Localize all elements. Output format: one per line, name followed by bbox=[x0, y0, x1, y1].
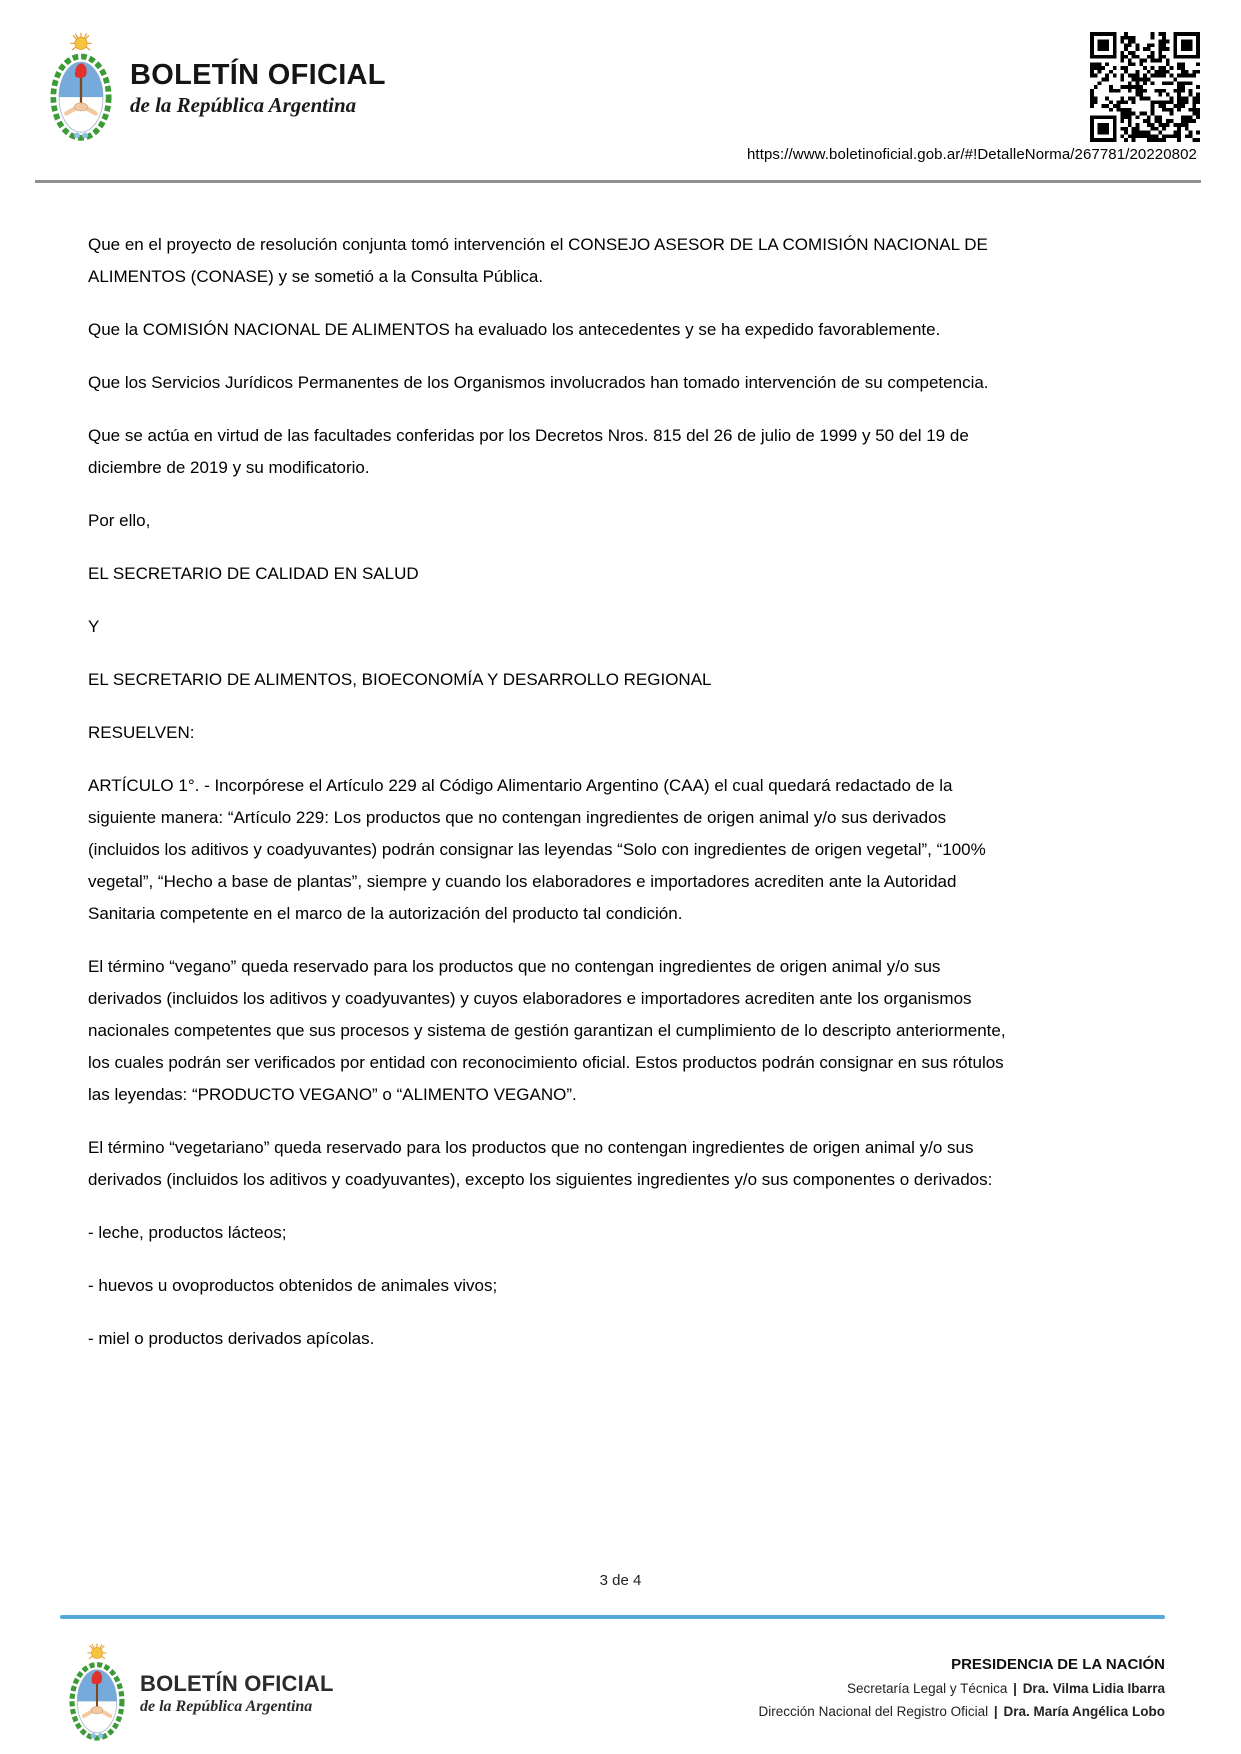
qr-code-icon bbox=[1090, 32, 1200, 142]
header-separator bbox=[35, 180, 1201, 183]
credit-name: Dra. Vilma Lidia Ibarra bbox=[1022, 1681, 1165, 1696]
presidencia-title: PRESIDENCIA DE LA NACIÓN bbox=[951, 1656, 1165, 1673]
coat-of-arms-icon bbox=[64, 1642, 130, 1746]
brand-title: BOLETÍN OFICIAL bbox=[140, 1671, 334, 1697]
credit-label: Secretaría Legal y Técnica bbox=[847, 1681, 1008, 1696]
brand-title: BOLETÍN OFICIAL bbox=[130, 59, 386, 92]
footer-separator bbox=[60, 1615, 1165, 1619]
paragraph: Que se actúa en virtud de las facultades conferidas por los Decretos Nros. 815 del 26 de julio de 1999 y 50 del 19 de diciembre de 2019 y su modificatorio. bbox=[88, 426, 969, 477]
paragraph: Que en el proyecto de resolución conjunta tomó intervención el CONSEJO ASESOR DE LA COMISIÓN NACIONAL DE ALIMENTOS (CONASE) y se sometió a la Consulta Pública. bbox=[88, 235, 988, 286]
coat-of-arms-icon bbox=[44, 32, 118, 146]
list-item: - huevos u ovoproductos obtenidos de animales vivos; bbox=[88, 1276, 498, 1295]
norma-detail-url-link[interactable]: https://www.boletinoficial.gob.ar/#!DetalleNorma/267781/20220802 bbox=[746, 146, 1197, 163]
brand-subtitle: de la República Argentina bbox=[130, 92, 357, 117]
credit-name: Dra. María Angélica Lobo bbox=[1003, 1704, 1165, 1719]
paragraph-authority: EL SECRETARIO DE CALIDAD EN SALUD bbox=[88, 564, 419, 583]
footer-logo bbox=[64, 1642, 334, 1746]
paragraph: Que los Servicios Jurídicos Permanentes de los Organismos involucrados han tomado intervención de su competencia. bbox=[88, 373, 989, 392]
credits-block bbox=[759, 1656, 1165, 1719]
credit-separator: | bbox=[993, 1704, 998, 1719]
brand-subtitle: de la República Argentina bbox=[140, 1697, 313, 1715]
paragraph: El término “vegano” queda reservado para los productos que no contengan ingredientes de origen animal y/o sus derivados (incluidos los aditivos y coadyuvantes) y cuyos elaboradores e importadores acrediten ante los organismos nacionales competentes que sus procesos y sistema de gestión garantizan el cumplimiento de lo descripto anteriormente, los cuales podrán ser verificados por entidad con reconocimiento oficial. Estos productos podrán consignar en sus rótulos las leyendas: “PRODUCTO VEGANO” o “ALIMENTO VEGANO”. bbox=[88, 957, 1006, 1104]
paragraph-articulo-1: ARTÍCULO 1°. - Incorpórese el Artículo 229 al Código Alimentario Argentino (CAA) el cual quedará redactado de la siguiente manera: “Artículo 229: Los productos que no contengan ingredientes de origen animal y/o sus derivados (incluidos los aditivos y coadyuvantes) podrán consignar las leyendas “Solo con ingredientes de origen vegetal”, “100% vegetal”, “Hecho a base de plantas”, siempre y cuando los elaboradores e importadores acrediten ante la Autoridad Sanitaria competente en el marco de la autorización del producto tal condición. bbox=[88, 776, 986, 923]
paragraph-authority: EL SECRETARIO DE ALIMENTOS, BIOECONOMÍA Y DESARROLLO REGIONAL bbox=[88, 670, 712, 689]
paragraph: El término “vegetariano” queda reservado para los productos que no contengan ingredientes de origen animal y/o sus derivados (incluidos los aditivos y coadyuvantes), excepto los siguientes ingredientes y/o sus componentes o derivados: bbox=[88, 1138, 993, 1189]
document-body bbox=[88, 229, 1014, 1376]
header-logo-text bbox=[130, 60, 386, 117]
page-number: 3 de 4 bbox=[599, 1572, 642, 1589]
paragraph-authority: Y bbox=[88, 617, 100, 636]
credit-label: Dirección Nacional del Registro Oficial bbox=[758, 1704, 989, 1719]
list-item: - miel o productos derivados apícolas. bbox=[88, 1329, 375, 1348]
header-logo bbox=[44, 32, 386, 146]
credit-line-direccion bbox=[759, 1704, 1165, 1719]
paragraph: Que la COMISIÓN NACIONAL DE ALIMENTOS ha evaluado los antecedentes y se ha expedido favorablemente. bbox=[88, 320, 941, 339]
credit-line-secretaria bbox=[759, 1681, 1165, 1696]
credit-separator: | bbox=[1013, 1681, 1017, 1696]
footer-logo-text bbox=[140, 1672, 334, 1715]
paragraph-resuelven: RESUELVEN: bbox=[88, 723, 195, 742]
paragraph: Por ello, bbox=[88, 511, 151, 530]
list-item: - leche, productos lácteos; bbox=[88, 1223, 287, 1242]
